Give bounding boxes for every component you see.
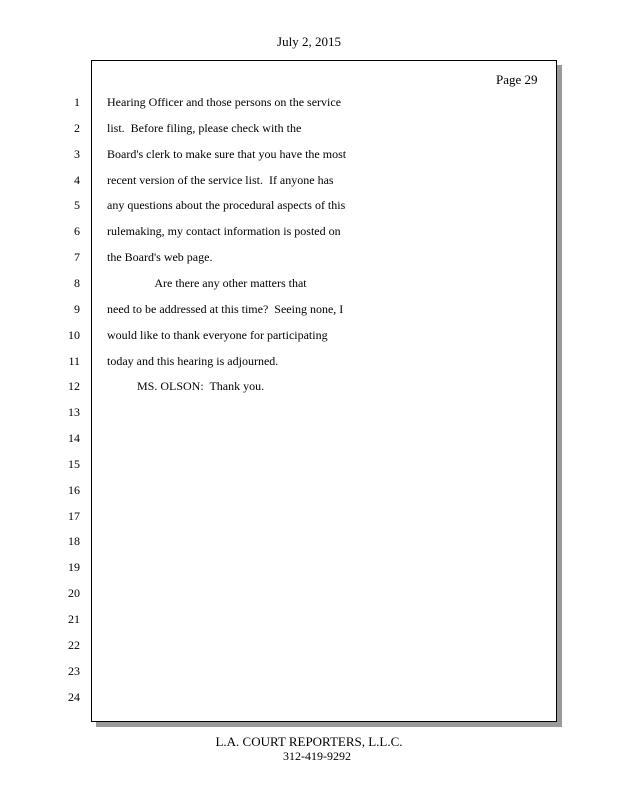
line-number: 15 (68, 457, 80, 471)
line-number: 9 (74, 302, 80, 316)
line-number: 1 (74, 95, 80, 109)
line-number: 18 (68, 534, 80, 548)
line-text: Hearing Officer and those persons on the service (107, 95, 342, 109)
footer-phone: 312-419-9292 (283, 749, 351, 763)
line-number: 12 (68, 379, 80, 393)
line-number: 5 (74, 198, 80, 212)
page-number: Page 29 (496, 72, 538, 87)
line-number: 24 (68, 690, 80, 704)
line-number: 10 (68, 328, 80, 342)
line-number: 13 (68, 405, 80, 419)
line-text: any questions about the procedural aspects of this (107, 198, 346, 212)
line-number: 21 (68, 612, 80, 626)
line-number: 6 (74, 224, 80, 238)
line-text: Are there any other matters that (107, 276, 307, 290)
line-number: 19 (68, 560, 80, 574)
line-number: 14 (68, 431, 80, 445)
footer-company: L.A. COURT REPORTERS, L.L.C. (215, 734, 403, 749)
line-number: 7 (74, 250, 80, 264)
header-date: July 2, 2015 (277, 34, 341, 49)
line-text: Board's clerk to make sure that you have the most (107, 147, 347, 161)
line-text: today and this hearing is adjourned. (107, 354, 279, 368)
line-number: 23 (68, 664, 80, 678)
line-number: 2 (74, 121, 80, 135)
line-text: would like to thank everyone for participating (107, 328, 328, 342)
line-number: 8 (74, 276, 80, 290)
line-number: 17 (68, 509, 80, 523)
line-number: 16 (68, 483, 80, 497)
line-text: list. Before filing, please check with the (107, 121, 302, 135)
line-text: recent version of the service list. If anyone has (107, 173, 334, 187)
line-number: 22 (68, 638, 80, 652)
line-text: rulemaking, my contact information is posted on (107, 224, 341, 238)
line-text: MS. OLSON: Thank you. (107, 379, 265, 393)
line-text: the Board's web page. (107, 250, 213, 264)
line-text: need to be addressed at this time? Seeing none, I (107, 302, 344, 316)
line-number: 4 (74, 173, 80, 187)
line-number: 3 (74, 147, 80, 161)
line-number: 11 (68, 354, 80, 368)
line-number: 20 (68, 586, 80, 600)
